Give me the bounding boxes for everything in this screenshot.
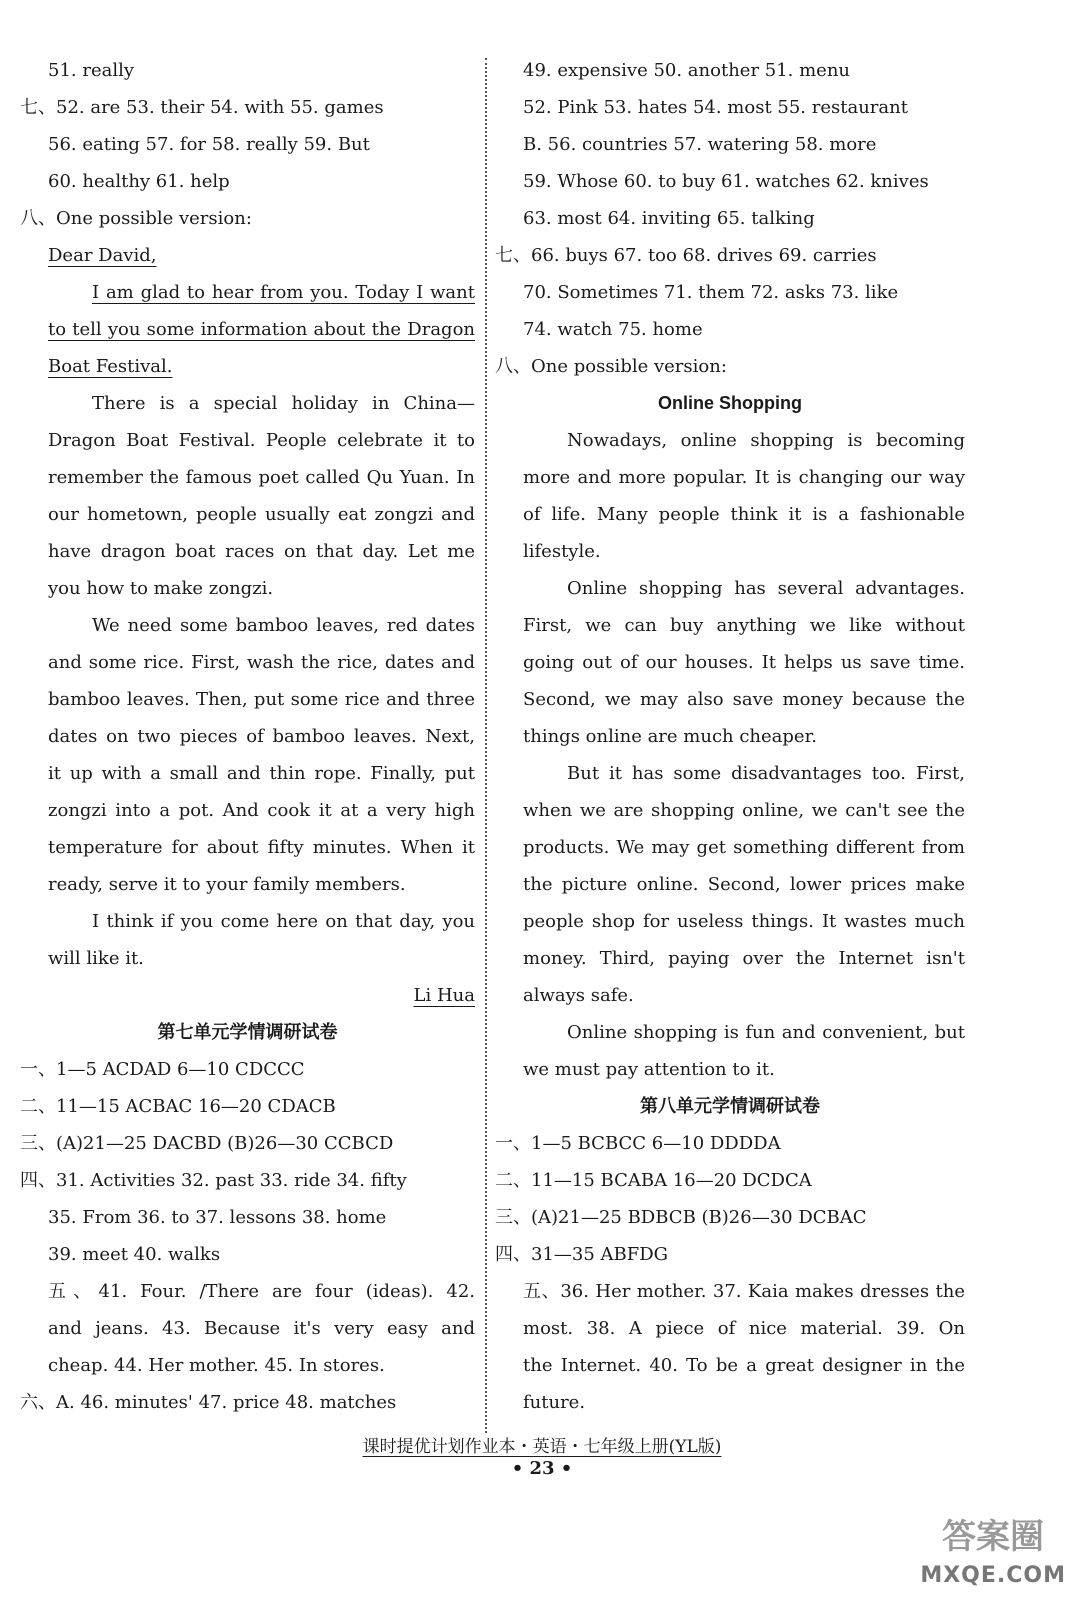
watermark-logo: 答案圈 [942, 1517, 1044, 1557]
left-text-line: We need some bamboo leaves, red dates [92, 615, 475, 636]
right-text-line: 一、1—5 BCBCC 6—10 DDDDA [495, 1133, 781, 1154]
right-text-line: when we are shopping online, we can't see the [523, 800, 965, 821]
right-text-line: people shop for useless things. It wastes much [523, 911, 965, 932]
right-text-line: going out of our houses. It helps us save time. [523, 652, 965, 673]
left-text-line: 51. really [48, 60, 135, 81]
left-text-line: 三、(A)21—25 DACBD (B)26—30 CCBCD [20, 1133, 394, 1154]
right-text-line: But it has some disadvantages too. First, [567, 763, 965, 784]
right-text-line: future. [523, 1392, 586, 1413]
right-text-line: 74. watch 75. home [523, 319, 703, 340]
left-text-line: Dragon Boat Festival. People celebrate it to [48, 430, 475, 451]
book-title-footer: 课时提优计划作业本・英语・七年级上册(YL版) [362, 1437, 722, 1457]
left-text-line: remember the famous poet called Qu Yuan. In [48, 467, 475, 488]
right-text-line: Online Shopping [658, 393, 802, 413]
left-text-line: 四、31. Activities 32. past 33. ride 34. fifty [20, 1170, 407, 1191]
left-text-line: you how to make zongzi. [48, 578, 274, 599]
left-text-line: will like it. [48, 948, 144, 969]
right-text-line: 二、11—15 BCABA 16—20 DCDCA [495, 1170, 812, 1191]
left-text-line: Li Hua [413, 985, 475, 1006]
left-text-line: Boat Festival. [48, 356, 173, 377]
watermark-url: MXQE.COM [920, 1563, 1066, 1588]
left-text-line: I am glad to hear from you. Today I want [92, 282, 475, 303]
right-text-line: always safe. [523, 985, 634, 1006]
left-text-line: dates on two pieces of bamboo leaves. Next, [48, 726, 475, 747]
left-text-line: cheap. 44. Her mother. 45. In stores. [48, 1355, 385, 1376]
right-text-line: B. 56. countries 57. watering 58. more [523, 134, 877, 155]
left-text-line: and jeans. 43. Because it's very easy and [48, 1318, 475, 1339]
left-text-line: temperature for about fifty minutes. When it [48, 837, 475, 858]
right-text-line: 七、66. buys 67. too 68. drives 69. carries [495, 245, 877, 266]
right-text-line: we must pay attention to it. [523, 1059, 775, 1080]
right-text-line: 70. Sometimes 71. them 72. asks 73. like [523, 282, 899, 303]
left-text-line: zongzi into a pot. And cook it at a very high [48, 800, 475, 821]
left-text-line: have dragon boat races on that day. Let me [48, 541, 475, 562]
right-text-line: 49. expensive 50. another 51. menu [523, 60, 851, 81]
left-text-line: Dear David, [48, 245, 157, 266]
right-text-line: 59. Whose 60. to buy 61. watches 62. knives [523, 171, 929, 192]
left-text-line: 二、11—15 ACBAC 16—20 CDACB [20, 1096, 336, 1117]
right-text-line: lifestyle. [523, 541, 601, 562]
left-text-line: 60. healthy 61. help [48, 171, 230, 192]
left-text-line: 五、41. Four. /There are four (ideas). 42. [48, 1281, 475, 1302]
column-divider [485, 58, 487, 1433]
right-text-line: 三、(A)21—25 BDBCB (B)26—30 DCBAC [495, 1207, 867, 1228]
left-text-line: 六、A. 46. minutes' 47. price 48. matches [20, 1392, 397, 1413]
left-text-line: bamboo leaves. Then, put some rice and three [48, 689, 475, 710]
right-text-line: more and more popular. It is changing our way [523, 467, 965, 488]
left-text-line: our hometown, people usually eat zongzi and [48, 504, 475, 525]
right-text-line: 四、31—35 ABFDG [495, 1244, 669, 1265]
right-text-line: Nowadays, online shopping is becoming [567, 430, 965, 451]
left-text-line: 35. From 36. to 37. lessons 38. home [48, 1207, 387, 1228]
right-text-line: First, we can buy anything we like without [523, 615, 965, 636]
right-text-line: the Internet. 40. To be a great designer in the [523, 1355, 965, 1376]
left-text-line: 一、1—5 ACDAD 6—10 CDCCC [20, 1059, 305, 1080]
right-text-line: 八、One possible version: [495, 356, 727, 377]
left-text-line: 七、52. are 53. their 54. with 55. games [20, 97, 384, 118]
left-text-line: ready, serve it to your family members. [48, 874, 406, 895]
left-text-line: I think if you come here on that day, you [92, 911, 475, 932]
right-text-line: 63. most 64. inviting 65. talking [523, 208, 815, 229]
left-text-line: 第七单元学情调研试卷 [157, 1022, 338, 1043]
left-text-line: to tell you some information about the Dragon [48, 319, 475, 340]
right-text-line: 五、36. Her mother. 37. Kaia makes dresses the [523, 1281, 965, 1302]
right-text-line: things online are much cheaper. [523, 726, 817, 747]
page-number: • 23 • [511, 1458, 573, 1479]
left-text-line: 39. meet 40. walks [48, 1244, 221, 1265]
right-text-line: 第八单元学情调研试卷 [640, 1096, 820, 1117]
right-text-line: money. Third, paying over the Internet isn't [523, 948, 965, 969]
left-column [20, 52, 475, 1421]
right-column [495, 52, 965, 1421]
right-text-line: 52. Pink 53. hates 54. most 55. restaurant [523, 97, 908, 118]
left-text-line: and some rice. First, wash the rice, dates and [48, 652, 475, 673]
left-text-line: There is a special holiday in China— [92, 393, 475, 414]
right-text-line: Online shopping has several advantages. [567, 578, 965, 599]
left-text-line: it up with a small and thin rope. Finally, put [48, 763, 475, 784]
right-text-line: Second, we may also save money because the [523, 689, 965, 710]
right-text-line: products. We may get something different from [523, 837, 965, 858]
left-text-line: 56. eating 57. for 58. really 59. But [48, 134, 370, 155]
right-text-line: Online shopping is fun and convenient, but [567, 1022, 965, 1043]
right-text-line: the picture online. Second, lower prices make [523, 874, 965, 895]
left-text-line: 八、One possible version: [20, 208, 252, 229]
right-text-line: most. 38. A piece of nice material. 39. On [523, 1318, 965, 1339]
right-text-line: of life. Many people think it is a fashionable [523, 504, 965, 525]
